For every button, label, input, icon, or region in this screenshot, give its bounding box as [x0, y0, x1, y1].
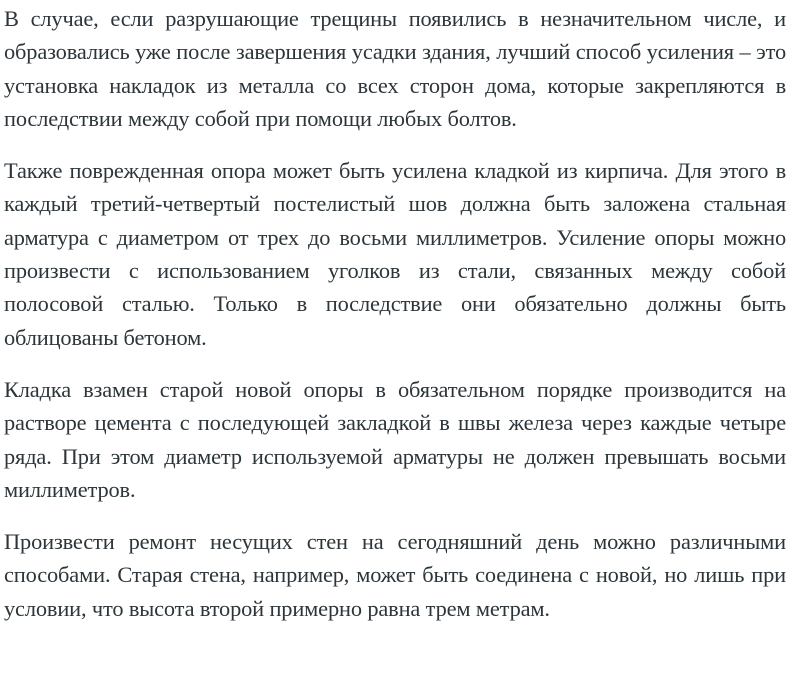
- paragraph-bearing-wall-repair: Произвести ремонт несущих стен на сегодняшний день можно различными способами. Старая стена, например, может быть соединена с новой, но лишь при условии, что высота второй примерно равна трем метрам.: [4, 529, 786, 621]
- article-body: [0, 2, 786, 625]
- paragraph-new-support-masonry: Кладка взамен старой новой опоры в обязательном порядке производится на растворе цемента с последующей закладкой в швы железа через каждые четыре ряда. При этом диаметр используемой арматуры не должен превышать восьми миллиметров.: [4, 376, 786, 502]
- paragraph-crack-reinforcement: В случае, если разрушающие трещины появились в незначительном числе, и образовались уже после завершения усадки здания, лучший способ усиления – это установка накладок из металла со всех сторон дома, которые закрепляются в последствии между собой при помощи любых болтов.: [4, 6, 786, 131]
- paragraph-brick-reinforcement: Также поврежденная опора может быть усилена кладкой из кирпича. Для этого в каждый третий-четвертый постелистый шов должна быть заложена стальная арматура с диаметром от трех до восьми миллиметров. Усиление опоры можно произвести с использованием уголков из стали, связанных между собой полосовой сталью. Только в последствие они обязательно должны быть облицованы бетоном.: [4, 158, 786, 350]
